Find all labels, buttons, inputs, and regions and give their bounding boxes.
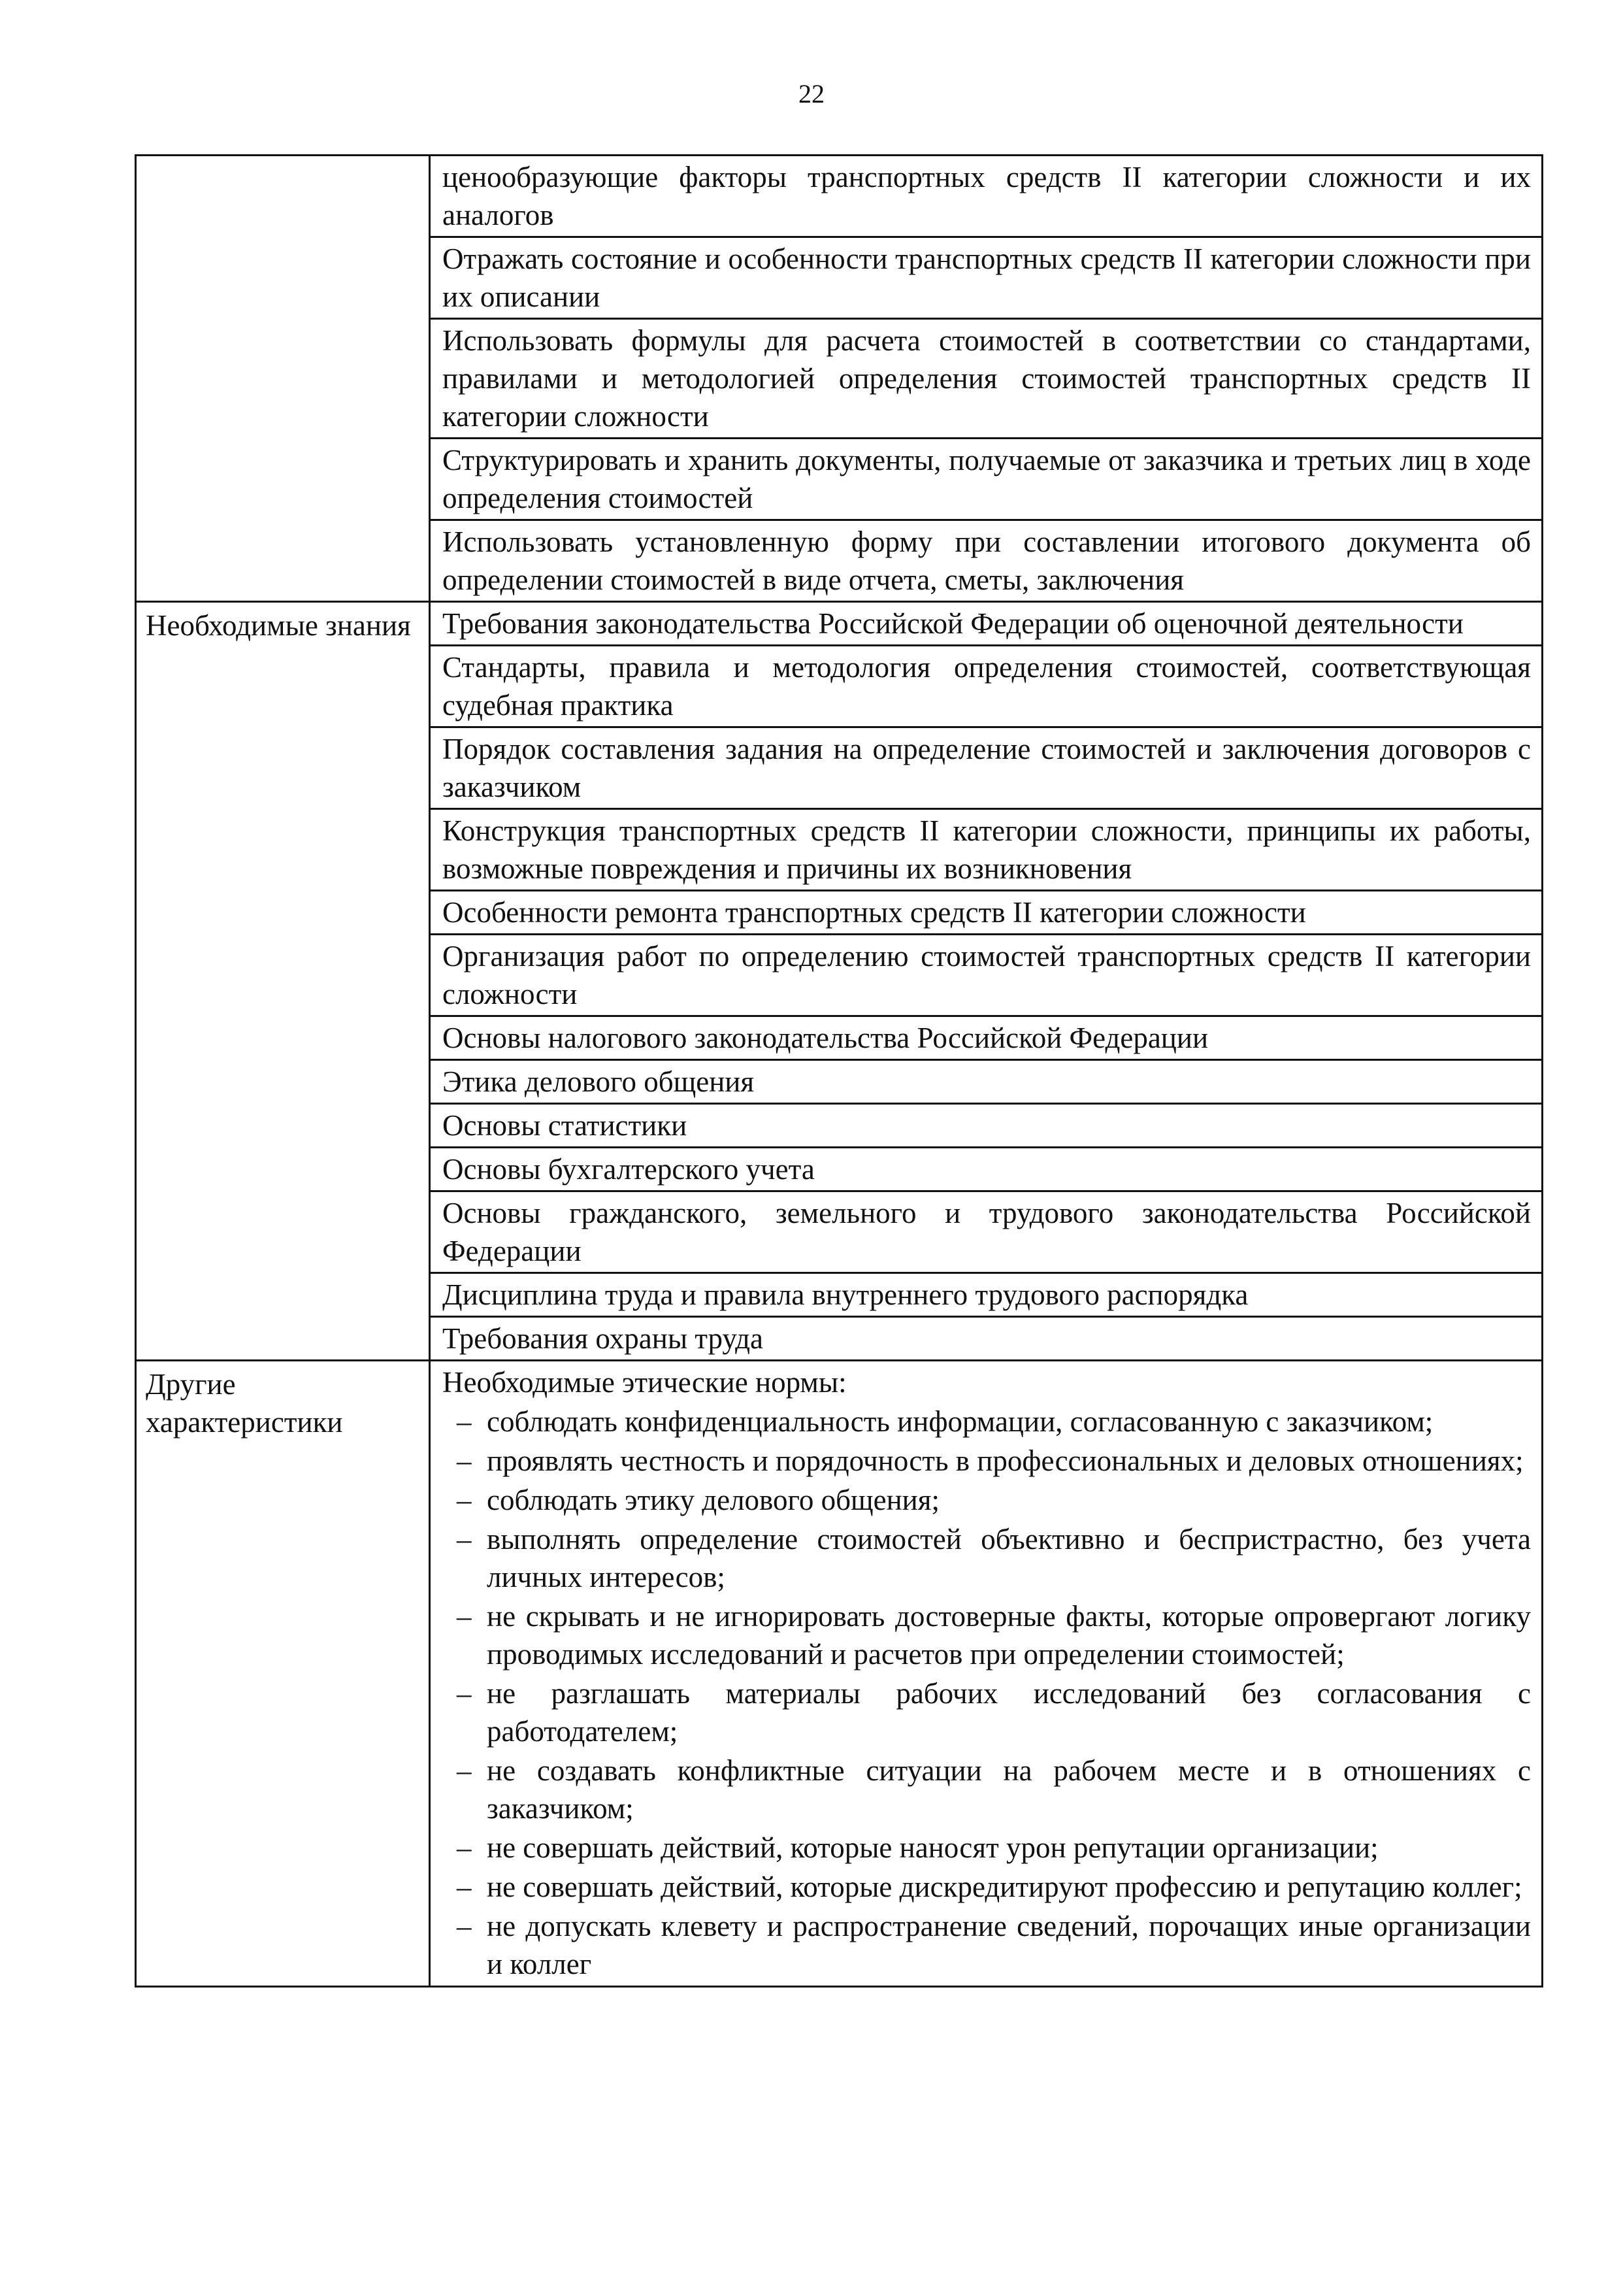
list-item: Использовать формулы для расчета стоимостей в соответствии со стандартами, правилами и методологией определения стоимостей транспортных средств II категории сложности <box>431 320 1541 439</box>
list-item: Дисциплина труда и правила внутреннего трудового распорядка <box>431 1274 1541 1318</box>
row-label: Необходимые знания <box>136 602 430 1361</box>
list-item: Организация работ по определению стоимостей транспортных средств II категории сложности <box>431 935 1541 1017</box>
list-item <box>442 1674 1531 1750</box>
list-item: Отражать состояние и особенности транспортных средств II категории сложности при их описании <box>431 238 1541 320</box>
list-item: Структурировать и хранить документы, получаемые от заказчика и третьих лиц в ходе определения стоимостей <box>431 439 1541 521</box>
list-item <box>442 1752 1531 1827</box>
list-intro: Необходимые этические нормы: <box>442 1366 847 1399</box>
dash-bullet: – <box>457 1405 472 1438</box>
qualification-table <box>135 154 1543 1988</box>
row-label <box>136 156 430 602</box>
table-row <box>136 156 1543 602</box>
list-item: Требования законодательства Российской Федерации об оценочной деятельности <box>431 603 1541 646</box>
list-item: Основы гражданского, земельного и трудового законодательства Российской Федерации <box>431 1192 1541 1274</box>
list-item: Особенности ремонта транспортных средств II категории сложности <box>431 891 1541 935</box>
ethics-list <box>431 1403 1541 1986</box>
dash-bullet: – <box>457 1484 472 1516</box>
list-item <box>442 1403 1531 1440</box>
list-item-text: не совершать действий, которые дискредитируют профессию и репутацию коллег; <box>487 1871 1522 1903</box>
other-characteristics-cell <box>430 1361 1543 1987</box>
list-item <box>442 1829 1531 1867</box>
list-item: Основы бухгалтерского учета <box>431 1148 1541 1192</box>
dash-bullet: – <box>457 1831 472 1864</box>
dash-bullet: – <box>457 1871 472 1903</box>
page-number: 22 <box>798 79 825 108</box>
list-item-text: соблюдать этику делового общения; <box>487 1484 940 1516</box>
list-item <box>442 1520 1531 1596</box>
table-row <box>136 1361 1543 1987</box>
row-label: Другие характеристики <box>136 1361 430 1987</box>
dash-bullet: – <box>457 1600 472 1633</box>
dash-bullet: – <box>457 1754 472 1787</box>
list-item: Основы статистики <box>431 1105 1541 1148</box>
knowledge-cell <box>430 602 1543 1361</box>
list-item <box>442 1597 1531 1673</box>
list-item <box>442 1907 1531 1983</box>
list-item: Основы налогового законодательства Российской Федерации <box>431 1017 1541 1061</box>
list-item: Использовать установленную форму при составлении итогового документа об определении стоимостей в виде отчета, сметы, заключения <box>442 525 1531 596</box>
dash-bullet: – <box>457 1910 472 1942</box>
list-item-text: не разглашать материалы рабочих исследований без согласования с работодателем; <box>487 1677 1531 1748</box>
list-item: Порядок составления задания на определение стоимостей и заключения договоров с заказчиком <box>431 728 1541 810</box>
list-item: Конструкция транспортных средств II категории сложности, принципы их работы, возможные повреждения и причины их возникновения <box>431 810 1541 891</box>
list-item: Этика делового общения <box>431 1061 1541 1105</box>
list-item <box>442 1481 1531 1519</box>
list-item <box>442 1442 1531 1480</box>
list-item-text: проявлять честность и порядочность в профессиональных и деловых отношениях; <box>487 1444 1524 1477</box>
list-item-text: не создавать конфликтные ситуации на рабочем месте и в отношениях с заказчиком; <box>487 1754 1531 1825</box>
list-item: ценообразующие факторы транспортных средств II категории сложности и их аналогов <box>431 156 1541 238</box>
list-item-text: выполнять определение стоимостей объективно и беспристрастно, без учета личных интересов; <box>487 1523 1531 1593</box>
list-item: Стандарты, правила и методология определения стоимостей, соответствующая судебная практика <box>431 646 1541 728</box>
dash-bullet: – <box>457 1523 472 1556</box>
list-item-text: соблюдать конфиденциальность информации, согласованную с заказчиком; <box>487 1405 1434 1438</box>
list-item: Требования охраны труда <box>442 1322 763 1355</box>
skills-cell <box>430 156 1543 602</box>
list-item-text: не скрывать и не игнорировать достоверные факты, которые опровергают логику проводимых исследований и расчетов при определении стоимостей; <box>487 1600 1531 1671</box>
table-row <box>136 602 1543 1361</box>
list-item-text: не допускать клевету и распространение сведений, порочащих иные организации и коллег <box>487 1910 1531 1980</box>
list-item <box>442 1868 1531 1906</box>
dash-bullet: – <box>457 1444 472 1477</box>
dash-bullet: – <box>457 1677 472 1710</box>
list-item-text: не совершать действий, которые наносят урон репутации организации; <box>487 1831 1379 1864</box>
